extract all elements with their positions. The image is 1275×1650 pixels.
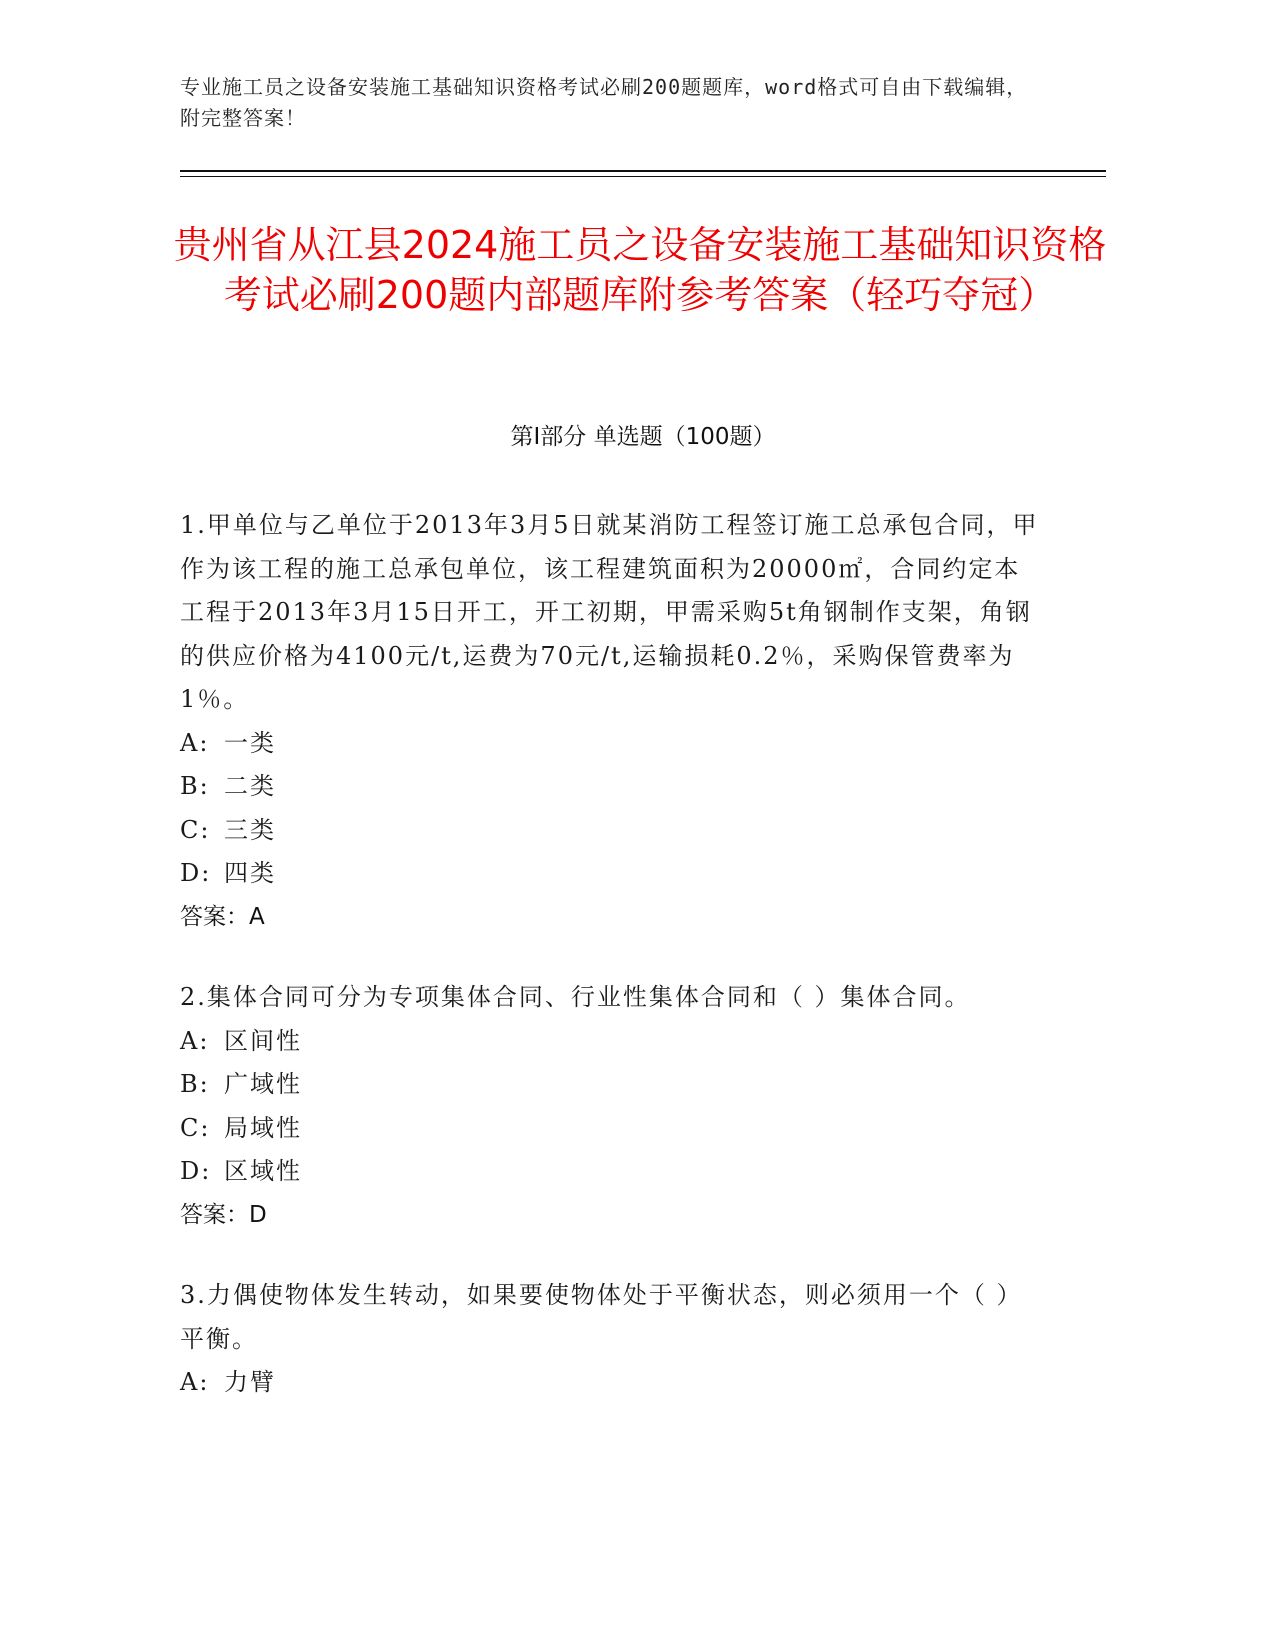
option-d	[180, 852, 1040, 896]
option-d	[180, 1150, 1040, 1194]
option-text: 四类	[224, 859, 276, 887]
header-rule-thin	[180, 176, 1106, 177]
option-letter: C:	[180, 815, 211, 844]
question-text: 2.集体合同可分为专项集体合同、行业性集体合同和（ ）集体合同。	[180, 983, 971, 1011]
question-3	[180, 1274, 1040, 1405]
question-list	[180, 504, 1040, 1442]
option-text: 一类	[224, 728, 276, 757]
answer-line: 答案：A	[180, 903, 265, 930]
question-2	[180, 976, 1040, 1237]
header-rule-thick	[180, 170, 1106, 172]
option-letter: D:	[180, 859, 212, 887]
option-list	[180, 1020, 1040, 1194]
option-text: 二类	[224, 772, 276, 800]
option-text: 广域性	[224, 1070, 302, 1098]
option-c	[180, 809, 1040, 853]
option-a	[180, 722, 1040, 766]
question-1	[180, 504, 1040, 939]
question-text: 3.力偶使物体发生转动，如果要使物体处于平衡状态，则必须用一个（ ）平衡。	[180, 1281, 1023, 1353]
option-list	[180, 1361, 1040, 1405]
option-letter: B:	[180, 1070, 210, 1098]
option-letter: C:	[180, 1113, 211, 1142]
section-heading: 第Ⅰ部分 单选题（100题）	[510, 424, 776, 450]
question-text: 1.甲单位与乙单位于2013年3月5日就某消防工程签订施工总承包合同，甲作为该工程的施工总承包单位，该工程建筑面积为20000㎡，合同约定本工程于2013年3月15日开工，开工初期，甲需采购5t角钢制作支架，角钢的供应价格为4100元/t,运费为70元/t,运输损耗0.2％，采购保管费率为1％。	[180, 511, 1039, 713]
option-letter: A:	[180, 728, 210, 757]
option-c	[180, 1107, 1040, 1151]
header-note: 专业施工员之设备安装施工基础知识资格考试必刷200题题库，word格式可自由下载编辑，附完整答案！	[180, 75, 1028, 130]
document-title: 贵州省从江县2024施工员之设备安装施工基础知识资格考试必刷200题内部题库附参考答案（轻巧夺冠）	[173, 223, 1107, 317]
option-text: 局域性	[224, 1113, 302, 1142]
option-a	[180, 1020, 1040, 1064]
option-list	[180, 722, 1040, 896]
option-letter: D:	[180, 1157, 212, 1185]
option-letter: A:	[180, 1026, 210, 1055]
option-text: 区间性	[224, 1026, 302, 1055]
answer-line: 答案：D	[180, 1201, 267, 1228]
option-b	[180, 765, 1040, 809]
option-a	[180, 1361, 1040, 1405]
option-text: 区域性	[224, 1157, 302, 1185]
option-text: 力臂	[224, 1368, 276, 1396]
option-letter: B:	[180, 772, 210, 800]
option-b	[180, 1063, 1040, 1107]
option-letter: A:	[180, 1368, 210, 1396]
option-text: 三类	[224, 815, 276, 844]
